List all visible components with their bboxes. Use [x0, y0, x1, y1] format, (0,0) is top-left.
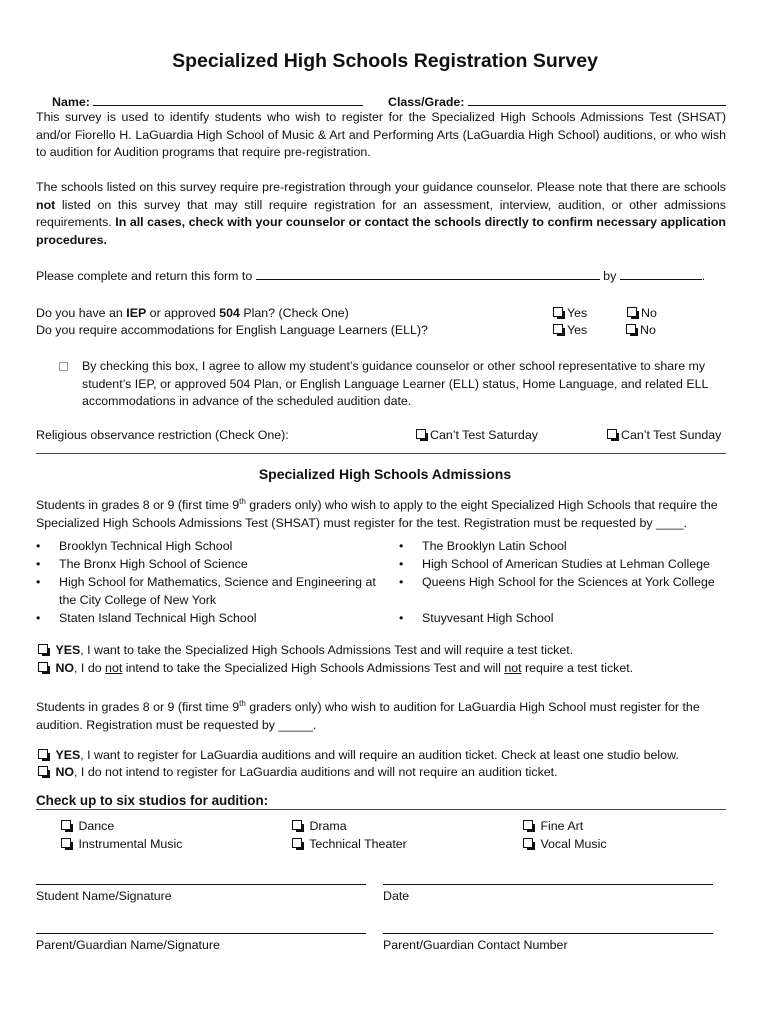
checkbox-icon	[523, 820, 533, 830]
parent-signature-line[interactable]	[36, 933, 366, 934]
list-item: • Brooklyn Technical High School	[36, 537, 381, 555]
ell-no-option[interactable]: No	[626, 323, 656, 337]
divider	[36, 453, 726, 454]
consent-text: By checking this box, I agree to allow my student’s guidance counselor or other school representative to share my student’s IEP, or approved 504 Plan, or English Language Learner (ELL) status, Home Language, and related ELL accommodations in advance of the scheduled audition date.	[82, 359, 708, 408]
checkbox-icon	[38, 749, 48, 759]
shsat-no-option[interactable]: NO, I do not intend to take the Specialized High Schools Admissions Test and will not require a test ticket.	[38, 661, 633, 675]
laguardia-intro: Students in grades 8 or 9 (first time 9th graders only) who wish to audition for LaGuardia High School must register for the audition. Registration must be requested by _____.	[36, 699, 700, 732]
page-title: Specialized High Schools Registration Survey	[172, 50, 598, 72]
class-row	[388, 92, 726, 109]
student-signature-label: Student Name/Signature	[36, 889, 172, 903]
studio-drama-option[interactable]: Drama	[292, 819, 347, 833]
studios-heading: Check up to six studios for audition:	[36, 793, 269, 808]
checkbox-icon	[553, 324, 563, 334]
laguardia-yes-option[interactable]: YES, I want to register for LaGuardia auditions and will require an audition ticket. Check at least one studio below.	[38, 748, 679, 762]
list-item: • Queens High School for the Sciences at York College	[399, 573, 729, 591]
checkbox-icon	[38, 766, 48, 776]
date-line[interactable]	[383, 884, 713, 885]
studio-instrumental-option[interactable]: Instrumental Music	[61, 837, 182, 851]
ell-yes-option[interactable]: Yes	[553, 323, 587, 337]
studio-dance-option[interactable]: Dance	[61, 819, 114, 833]
class-label: Class/Grade:	[388, 95, 465, 109]
religious-label: Religious observance restriction (Check One):	[36, 428, 289, 442]
list-item: • The Bronx High School of Science	[36, 555, 381, 573]
shsat-yes-option[interactable]: YES, I want to take the Specialized High Schools Admissions Test and will require a test ticket.	[38, 643, 573, 657]
list-item: • High School for Mathematics, Science and Engineering at the City College of New York	[36, 573, 381, 609]
saturday-option[interactable]: Can’t Test Saturday	[416, 428, 538, 442]
consent-checkbox[interactable]	[59, 361, 68, 375]
return-line: Please complete and return this form to by .	[36, 266, 705, 283]
return-to-field[interactable]	[256, 266, 600, 280]
list-item: • Stuyvesant High School	[399, 609, 729, 627]
checkbox-icon	[38, 644, 48, 654]
checkbox-icon	[61, 820, 71, 830]
iep-yes-option[interactable]: Yes	[553, 306, 587, 320]
schools-right-list	[399, 537, 729, 627]
checkbox-icon	[607, 429, 617, 439]
iep-question: Do you have an IEP or approved 504 Plan? (Check One)	[36, 306, 349, 320]
studio-fineart-option[interactable]: Fine Art	[523, 819, 583, 833]
contact-number-label: Parent/Guardian Contact Number	[383, 938, 568, 952]
class-field[interactable]	[468, 92, 726, 106]
name-label: Name:	[52, 95, 90, 109]
laguardia-no-option[interactable]: NO, I do not intend to register for LaGuardia auditions and will not require an audition ticket.	[38, 765, 558, 779]
checkbox-icon	[61, 838, 71, 848]
shs-heading: Specialized High Schools Admissions	[258, 466, 512, 482]
student-signature-line[interactable]	[36, 884, 366, 885]
schools-left-list	[36, 537, 381, 627]
studio-vocal-option[interactable]: Vocal Music	[523, 837, 607, 851]
checkbox-icon	[627, 307, 637, 317]
parent-signature-label: Parent/Guardian Name/Signature	[36, 938, 220, 952]
list-item: • Staten Island Technical High School	[36, 609, 381, 627]
iep-no-option[interactable]: No	[627, 306, 657, 320]
sunday-option[interactable]: Can’t Test Sunday	[607, 428, 721, 442]
checkbox-icon	[292, 838, 302, 848]
checkbox-icon	[38, 662, 48, 672]
checkbox-icon	[416, 429, 426, 439]
list-item: • The Brooklyn Latin School	[399, 537, 729, 555]
checkbox-icon	[292, 820, 302, 830]
checkbox-icon	[553, 307, 563, 317]
checkbox-icon	[523, 838, 533, 848]
contact-number-line[interactable]	[383, 933, 713, 934]
date-label: Date	[383, 889, 410, 903]
intro-paragraph: This survey is used to identify students who wish to register for the Specialized High Schools Admissions Test (SHSAT) and/or Fiorello H. LaGuardia High School of Music & Art and Performing Arts (LaGuardia High School) auditions, or who wish to audition for Audition programs that require pre-registration.	[36, 110, 726, 159]
divider	[36, 809, 726, 810]
list-item: • High School of American Studies at Lehman College	[399, 555, 729, 573]
studio-technical-option[interactable]: Technical Theater	[292, 837, 407, 851]
preregistration-paragraph: The schools listed on this survey require pre-registration through your guidance counselor. Please note that there are schools not listed on this survey that may still require registration for an assessment, interview, audition, or other admissions requirements. In all cases, check with your counselor or contact the schools directly to confirm necessary application procedures.	[36, 180, 726, 247]
shs-intro: Students in grades 8 or 9 (first time 9th graders only) who wish to apply to the eight Specialized High Schools that require the Specialized High Schools Admissions Test (SHSAT) must register for the test. Registration must be requested by ____.	[36, 497, 718, 530]
name-row	[52, 92, 363, 109]
return-by-field[interactable]	[620, 266, 702, 280]
checkbox-icon	[626, 324, 636, 334]
ell-question: Do you require accommodations for English Language Learners (ELL)?	[36, 323, 428, 337]
name-field[interactable]	[93, 92, 363, 106]
